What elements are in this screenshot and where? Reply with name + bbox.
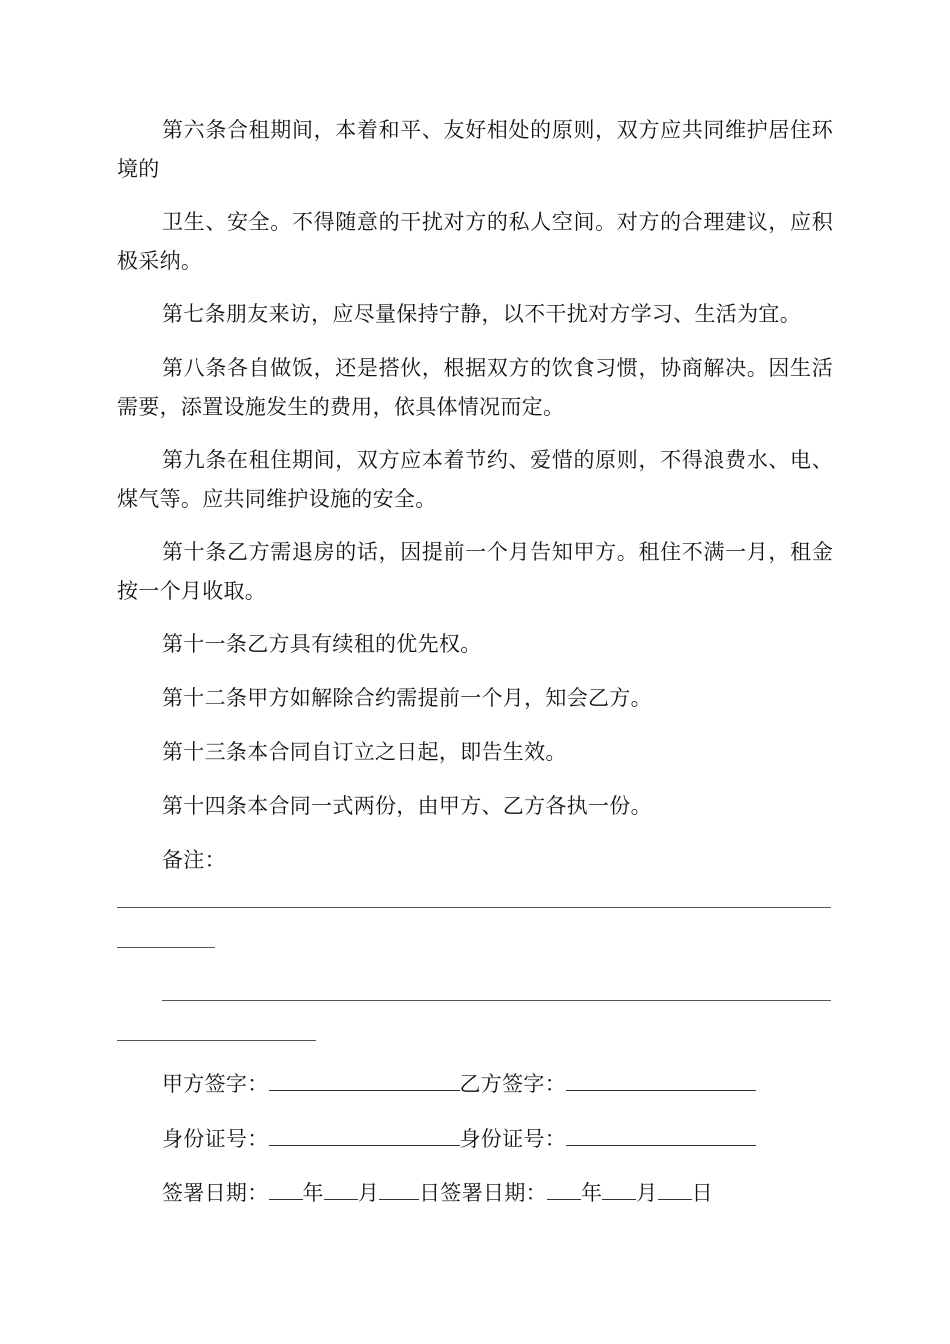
party-a-sign-label: 甲方签字： <box>162 1072 269 1096</box>
party-a-day-blank <box>379 1177 419 1200</box>
party-b-year-blank <box>547 1177 581 1200</box>
signature-row <box>162 1068 756 1099</box>
party-a-id-blank <box>269 1123 460 1146</box>
clause-13: 第十三条本合同自订立之日起，即告生效。 <box>162 740 567 764</box>
clause-6-part-1: 第六条合租期间，本着和平、友好相处的原则，双方应共同维护居住环境的 <box>117 118 833 181</box>
remarks-line-2 <box>162 1000 831 1001</box>
party-b-sign-label: 乙方签字： <box>459 1072 566 1096</box>
party-b-day-label: 日 <box>691 1181 713 1205</box>
remarks-line-1-end <box>117 947 215 948</box>
party-b-id-blank <box>566 1123 756 1146</box>
party-a-id-label: 身份证号： <box>162 1127 269 1151</box>
party-b-day-blank <box>658 1177 692 1200</box>
party-b-month-blank <box>602 1177 636 1200</box>
clause-9: 第九条在租住期间，双方应本着节约、爱惜的原则，不得浪费水、电、煤气等。应共同维护设施的安全。 <box>117 448 833 511</box>
clause-7: 第七条朋友来访，应尽量保持宁静，以不干扰对方学习、生活为宜。 <box>162 302 801 326</box>
party-a-year-label: 年 <box>302 1181 324 1205</box>
party-a-month-label: 月 <box>357 1181 380 1205</box>
clause-6-part-2: 卫生、安全。不得随意的干扰对方的私人空间。对方的合理建议，应积极采纳。 <box>117 210 833 273</box>
clause-10: 第十条乙方需退房的话，因提前一个月告知甲方。租住不满一月，租金按一个月收取。 <box>117 540 833 603</box>
clause-8: 第八条各自做饭，还是搭伙，根据双方的饮食习惯，协商解决。因生活需要，添置设施发生的费用，依具体情况而定。 <box>117 356 833 419</box>
remarks-label: 备注： <box>162 848 226 872</box>
sign-date-row <box>162 1177 713 1208</box>
party-b-sign-blank <box>566 1068 756 1091</box>
clause-11: 第十一条乙方具有续租的优先权。 <box>162 632 482 656</box>
remarks-line-2-end <box>117 1040 316 1041</box>
id-number-row <box>162 1123 756 1154</box>
party-b-id-label: 身份证号： <box>459 1127 566 1151</box>
party-a-date-label: 签署日期： <box>162 1181 269 1205</box>
clause-14: 第十四条本合同一式两份，由甲方、乙方各执一份。 <box>162 794 652 818</box>
party-b-date-label: 日签署日期： <box>419 1181 547 1205</box>
party-a-month-blank <box>324 1177 358 1200</box>
party-a-year-blank <box>269 1177 303 1200</box>
party-b-month-label: 月 <box>636 1181 658 1205</box>
remarks-line-1 <box>117 907 831 908</box>
party-b-year-label: 年 <box>580 1181 603 1205</box>
party-a-sign-blank <box>269 1068 460 1091</box>
clause-12: 第十二条甲方如解除合约需提前一个月，知会乙方。 <box>162 686 652 710</box>
